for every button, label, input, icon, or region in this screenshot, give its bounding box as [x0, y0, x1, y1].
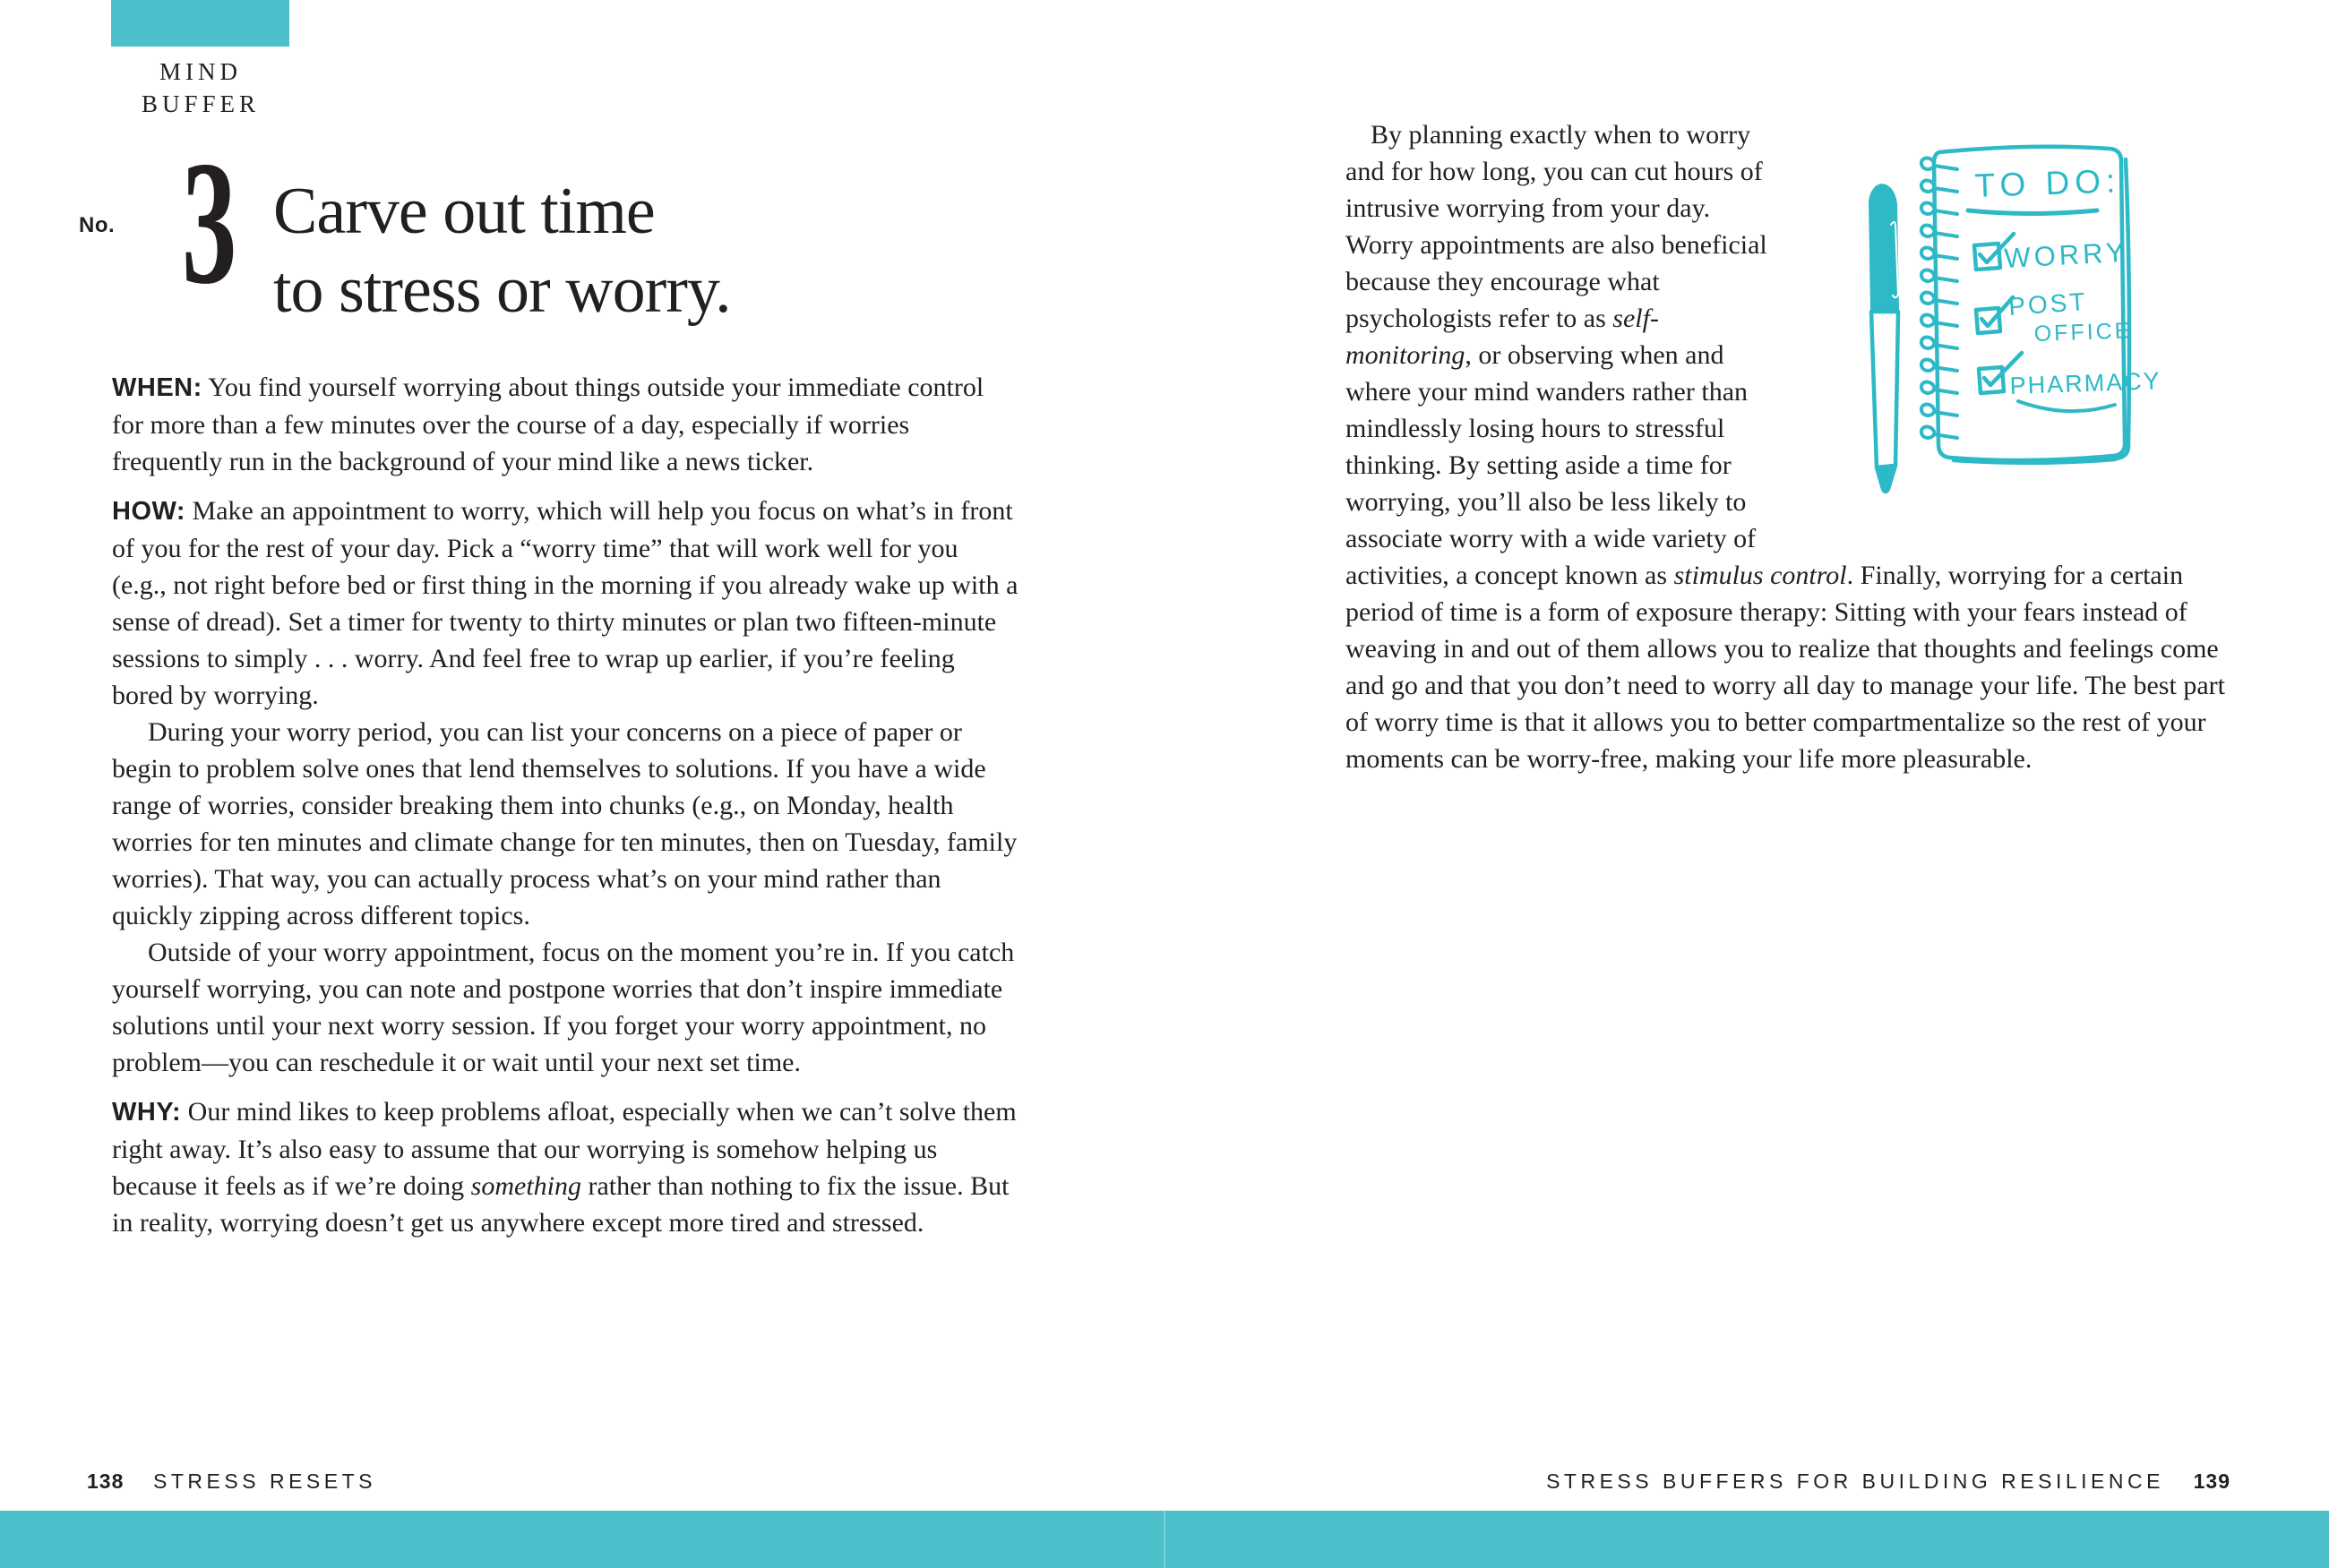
right-page-footer: [1546, 1469, 2230, 1494]
how-paragraph-2: During your worry period, you can list your concerns on a piece of paper or begin to problem solve ones that lend themselves to solutions. If you have a wide range of worries, consider breaking them into chunks (e.g., on Monday, health worries for ten minutes and climate change for ten minutes, then on Tuesday, family worries). That way, you can actually process what’s on your mind rather than quickly zipping across different topics.: [112, 717, 1018, 930]
why-label: WHY:: [112, 1098, 182, 1127]
chapter-number-prefix: No.: [79, 213, 116, 237]
chapter-category-line1: MIND: [159, 58, 242, 85]
when-text: You find yourself worrying about things outside your immediate control for more than a few minutes over the course of a day, especially if worries frequently run in the background of your mind like a news ticker.: [112, 373, 984, 476]
how-text: Make an appointment to worry, which will help you focus on what’s in front of you for the rest of your day. Pick a “worry time” that will work well for you (e.g., not right before bed or first thing in the morning if you already wake up with a sense of dread). Set a timer for twenty to thirty minutes or plan two fifteen-minute sessions to simply . . . worry. And feel free to wrap up earlier, if you’re feeling bored by worrying.: [112, 496, 1018, 710]
how-paragraph: [112, 493, 1018, 714]
why-paragraph: [112, 1093, 1018, 1241]
left-running-head: STRESS RESETS: [153, 1469, 376, 1493]
bottom-accent-bar: [0, 1511, 2329, 1568]
why-italic-word: something: [470, 1171, 581, 1201]
chapter-title-line1: Carve out time: [273, 175, 655, 248]
left-page-footer: [87, 1469, 376, 1494]
right-running-head: STRESS BUFFERS FOR BUILDING RESILIENCE: [1546, 1469, 2164, 1493]
why-text-a: Our mind likes to keep problems afloat, especially when we can’t solve them right away. It’s also easy to assume that our worrying is somehow helping us because it feels as if we’re doing: [112, 1097, 1017, 1201]
right-text-b: , or observing when and where your mind wanders rather than mindlessly losing hours to stressful thinking. By setting aside a time for worrying, you’ll also be less likely to associate worry with a wide variety of activities, a concept known as: [1345, 340, 1757, 590]
todo-title: TO DO:: [1973, 162, 2121, 204]
how-label: HOW:: [112, 497, 186, 526]
left-page-body: [112, 369, 1018, 1241]
todo-list-illustration: [1778, 106, 2298, 536]
right-text-c: . Finally, worrying for a certain period of time is a form of exposure therapy: Sitting with your fears instead of weaving in and out of them allows you to realize that thoughts and feelings come and go and that you don’t need to worry all day to manage your life. The best part of worry time is that it allows you to better compartmentalize so the rest of your moments can be worry-free, making your life more pleasurable.: [1345, 561, 2225, 774]
right-text-a: By planning exactly when to worry and for how long, you can cut hours of intrusive worrying from your day. Worry appointments are also beneficial because they encourage what psychologists refer to as: [1345, 120, 1767, 333]
chapter-tab: [111, 0, 289, 47]
chapter-title: [273, 172, 731, 330]
chapter-category-label: [93, 56, 308, 120]
todo-item-worry: WORRY: [2003, 236, 2129, 274]
todo-item-office: OFFICE: [2033, 318, 2133, 347]
todo-item-pharmacy: PHARMACY: [2009, 367, 2162, 399]
pen-icon: [1869, 184, 1899, 492]
when-label: WHEN:: [112, 373, 202, 402]
why-text-b: rather than nothing to fix the issue. But in reality, worrying doesn’t get us anywhere except more tired and stressed.: [112, 1171, 1010, 1238]
todo-item-post: POST: [2007, 287, 2089, 321]
page-gutter-line: [1164, 1511, 1165, 1568]
chapter-category-line2: BUFFER: [141, 90, 261, 117]
chapter-number: 3: [182, 124, 237, 321]
right-italic-self-monitoring: self-monitoring: [1345, 304, 1659, 370]
chapter-title-line2: to stress or worry.: [273, 253, 731, 327]
left-page-number: 138: [87, 1469, 125, 1493]
right-page-number: 139: [2193, 1469, 2230, 1493]
when-paragraph: [112, 369, 1018, 480]
right-italic-stimulus-control: stimulus control: [1673, 561, 1847, 590]
how-paragraph-3: Outside of your worry appointment, focus on the moment you’re in. If you catch yourself worrying, you can note and postpone worries that don’t inspire immediate solutions until your next worry session. If you forget your worry appointment, no problem—you can reschedule it or wait until your next set time.: [112, 938, 1015, 1077]
